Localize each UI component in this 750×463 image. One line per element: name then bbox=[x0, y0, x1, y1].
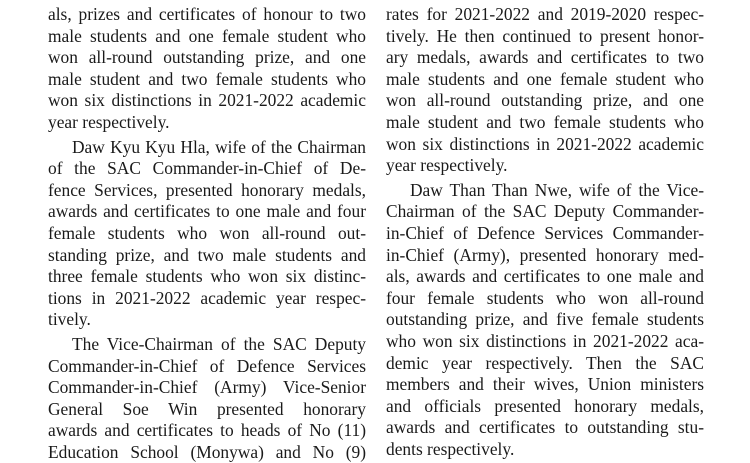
text-line: awards and certificates to heads of No (11) bbox=[48, 420, 366, 441]
text-line: The Vice-Chairman of the SAC Deputy bbox=[72, 333, 366, 354]
paragraph bbox=[48, 4, 366, 134]
text-line: rates for 2021-2022 and 2019-2020 respec- bbox=[386, 4, 704, 24]
text-line: four female students who won all-round bbox=[386, 287, 704, 308]
text-line: year respectively. bbox=[48, 111, 170, 132]
text-line: Daw Than Than Nwe, wife of the Vice- bbox=[410, 179, 704, 200]
text-line: awards and certificates to one male and four bbox=[48, 201, 366, 222]
text-line: demic year respectively. Then the SAC bbox=[386, 352, 704, 373]
text-line: male students and one female student who bbox=[386, 68, 704, 89]
text-line: Commander-in-Chief of Defence Services bbox=[48, 355, 366, 376]
text-line: fence Services, presented honorary medals, bbox=[48, 179, 366, 200]
text-line: members and their wives, Union ministers bbox=[386, 374, 704, 395]
text-line: won all-round outstanding prize, and one bbox=[48, 47, 366, 68]
text-line: of the SAC Commander-in-Chief of De- bbox=[48, 158, 366, 179]
text-line: awards and certificates to outstanding stu- bbox=[386, 417, 704, 438]
text-line: ary medals, awards and certificates to two bbox=[386, 47, 704, 68]
text-line: Daw Kyu Kyu Hla, wife of the Chairman bbox=[72, 136, 366, 157]
text-line: General Soe Win presented honorary bbox=[48, 398, 366, 419]
text-line: male students and one female student who bbox=[48, 25, 366, 46]
text-line: won six distinctions in 2021-2022 academic bbox=[48, 90, 366, 111]
text-line: who won six distinctions in 2021-2022 aca- bbox=[386, 330, 704, 351]
paragraph bbox=[48, 334, 366, 463]
text-line: standing prize, and two male students and bbox=[48, 244, 366, 265]
text-line: tively. bbox=[48, 309, 91, 330]
left-text-column bbox=[48, 4, 366, 463]
text-line: year respectively. bbox=[386, 155, 508, 176]
text-line: outstanding prize, and five female students bbox=[386, 309, 704, 330]
text-line: als, awards and certificates to one male and bbox=[386, 266, 704, 287]
text-line: three female students who won six distinc- bbox=[48, 266, 366, 287]
text-line: in-Chief (Army), presented honorary med- bbox=[386, 244, 704, 265]
text-line: and officials presented honorary medals, bbox=[386, 395, 704, 416]
text-line: male student and two female students who bbox=[48, 68, 366, 89]
text-line: tions in 2021-2022 academic year respec- bbox=[48, 287, 366, 308]
paragraph bbox=[386, 180, 704, 461]
right-text-column bbox=[386, 4, 704, 460]
text-line: won all-round outstanding prize, and one bbox=[386, 90, 704, 111]
text-line: als, prizes and certificates of honour to two bbox=[48, 4, 366, 24]
text-line: in-Chief of Defence Services Commander- bbox=[386, 222, 704, 243]
text-line: female students who won all-round out- bbox=[48, 222, 366, 243]
text-line: male student and two female students who bbox=[386, 111, 704, 132]
text-line: Education School (Monywa) and No (9) bbox=[48, 441, 366, 462]
text-line: Commander-in-Chief (Army) Vice-Senior bbox=[48, 377, 366, 398]
paragraph bbox=[386, 4, 704, 177]
text-line: dents respectively. bbox=[386, 438, 515, 459]
paragraph bbox=[48, 137, 366, 331]
text-line: won six distinctions in 2021-2022 academic bbox=[386, 133, 704, 154]
text-line: tively. He then continued to present honor- bbox=[386, 25, 704, 46]
text-line: Chairman of the SAC Deputy Commander- bbox=[386, 201, 704, 222]
